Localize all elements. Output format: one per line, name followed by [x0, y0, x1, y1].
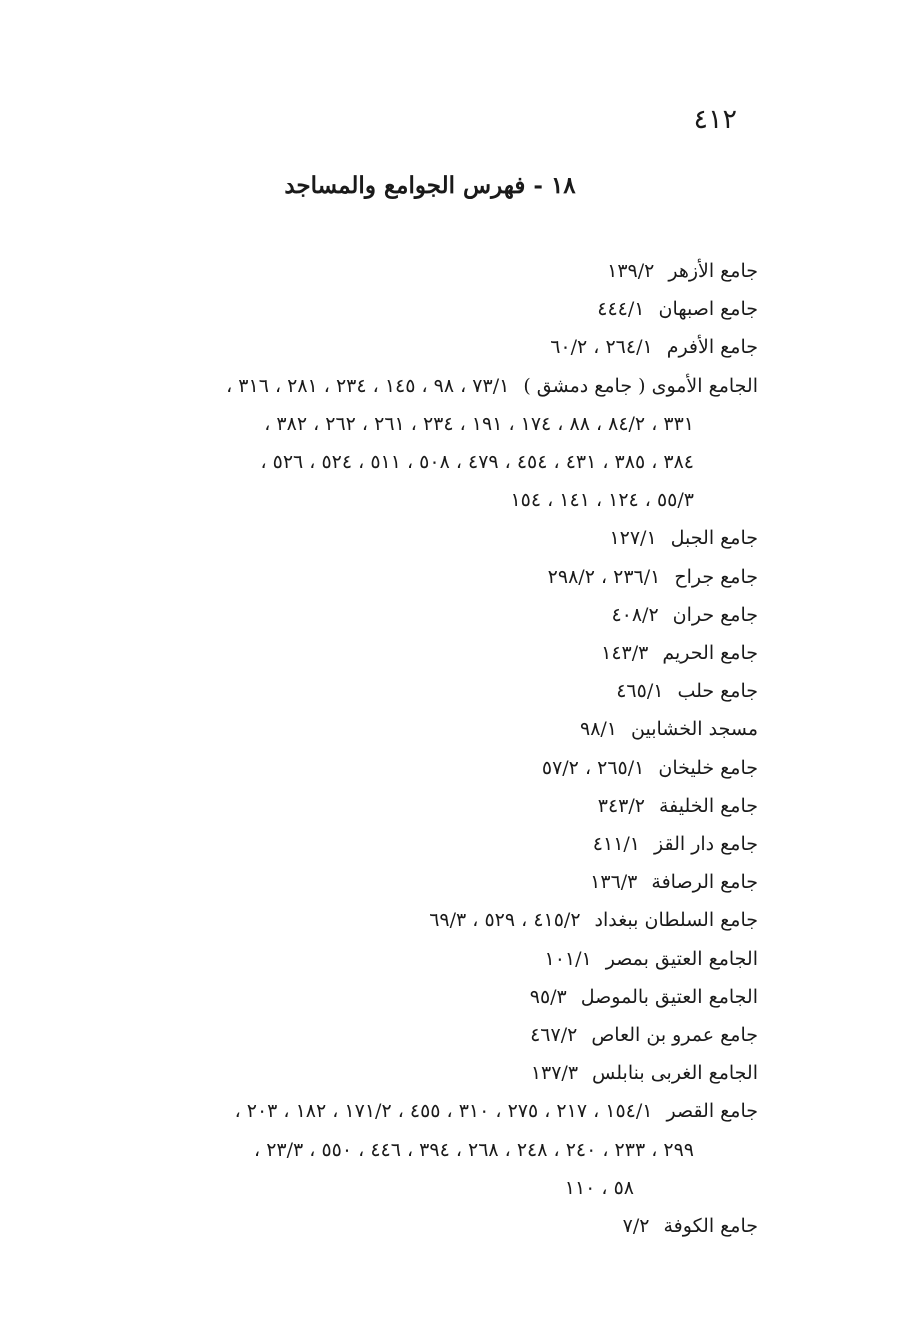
index-entry	[78, 863, 758, 901]
entry-name: جامع اصبهان	[658, 298, 758, 321]
entry-name: جامع السلطان ببغداد	[594, 909, 758, 932]
entry-page-refs: ٤١٥/٢ ، ٥٢٩ ، ٦٩/٣	[429, 909, 581, 932]
entry-name: جامع حلب	[677, 680, 758, 703]
entry-name: الجامع العتيق بمصر	[605, 947, 758, 970]
entry-page-refs: ٤٠٨/٢	[611, 603, 659, 626]
entry-page-refs: ٣٨٤ ، ٣٨٥ ، ٤٣١ ، ٤٥٤ ، ٤٧٩ ، ٥٠٨ ، ٥١١ ، ٥٢٤ ، ٥٢٦ ،	[260, 451, 694, 474]
entry-name: جامع الخليفة	[658, 794, 758, 817]
entry-page-refs: ٣٣١ ، ٨٤/٢ ، ٨٨ ، ١٧٤ ، ١٩١ ، ٢٣٤ ، ٢٦١ ، ٢٦٢ ، ٣٨٢ ،	[264, 412, 694, 435]
entry-page-refs: ٧/٢	[622, 1215, 650, 1238]
index-entry	[78, 634, 758, 672]
entry-page-refs: ١٥٤/١ ، ٢١٧ ، ٢٧٥ ، ٣١٠ ، ٤٥٥ ، ١٧١/٢ ، ١٨٢ ، ٢٠٣ ،	[234, 1100, 653, 1123]
entry-page-refs: ٢٣٦/١ ، ٢٩٨/٢	[547, 565, 661, 588]
entry-name: جامع خليخان	[658, 756, 758, 779]
index-entry	[78, 328, 758, 366]
index-entry-continuation	[78, 1169, 758, 1207]
index-entry-continuation	[78, 443, 758, 481]
entry-page-refs: ١٤٣/٣	[601, 642, 649, 665]
entry-name: مسجد الخشابين	[631, 718, 758, 741]
entry-name: جامع الكوفة	[663, 1215, 758, 1238]
entry-page-refs: ٢٦٥/١ ، ٥٧/٢	[541, 756, 645, 779]
entry-name: جامع الجبل	[670, 527, 758, 550]
entry-name: جامع الحريم	[662, 642, 758, 665]
index-entry	[78, 596, 758, 634]
entry-name: جامع الأزهر	[668, 260, 758, 282]
index-entry-continuation	[78, 1131, 758, 1169]
entry-page-refs: ١٣٧/٣	[530, 1062, 579, 1085]
entry-name: الجامع الغربى بنابلس	[592, 1062, 758, 1085]
index-entry	[78, 290, 758, 328]
index-entry	[78, 672, 758, 710]
index-entry	[78, 1054, 758, 1092]
entry-name: جامع الأفرم	[666, 336, 758, 359]
entry-page-refs: ٤٦٧/٢	[530, 1024, 578, 1047]
entry-page-refs: ٤١١/١	[592, 833, 641, 856]
index-entry	[78, 1207, 758, 1245]
index-entry	[78, 1016, 758, 1054]
entry-name: جامع الرصافة	[651, 871, 758, 894]
entry-page-refs: ٣٤٣/٢	[597, 794, 645, 817]
entry-name: جامع حران	[672, 603, 758, 626]
entry-page-refs: ٢٦٤/١ ، ٦٠/٢	[550, 336, 653, 359]
index-entry	[78, 710, 758, 748]
index-entry	[78, 787, 758, 825]
entry-page-refs: ٤٦٥/١	[616, 680, 664, 703]
entry-page-refs: ٥٥/٣ ، ١٢٤ ، ١٤١ ، ١٥٤	[510, 489, 694, 512]
entry-page-refs: ١٣٩/٢	[607, 260, 655, 282]
entry-page-refs: ١٠١/١	[544, 947, 592, 970]
page-number: ٤١٢	[693, 104, 737, 135]
entry-name: جامع دار القز	[654, 833, 758, 856]
index-entry	[78, 519, 758, 557]
entry-name: جامع القصر	[666, 1100, 758, 1123]
entry-page-refs: ٢٩٩ ، ٢٣٣ ، ٢٤٠ ، ٢٤٨ ، ٢٦٨ ، ٣٩٤ ، ٤٤٦ ، ٥٥٠ ، ٢٣/٣ ،	[254, 1138, 694, 1161]
entry-name: الجامع العتيق بالموصل	[580, 985, 758, 1008]
entry-page-refs: ٩٨/١	[580, 718, 618, 741]
index-entry	[78, 901, 758, 939]
index-entry	[78, 825, 758, 863]
index-entry	[78, 252, 758, 290]
index-entry	[78, 558, 758, 596]
entry-name: جامع جراح	[674, 565, 758, 588]
index-entry-continuation	[78, 481, 758, 519]
index-entry-continuation	[78, 405, 758, 443]
index-entry	[78, 367, 758, 405]
index-entry	[78, 978, 758, 1016]
index-entry	[78, 940, 758, 978]
entry-page-refs: ١٢٧/١	[609, 527, 657, 550]
entry-page-refs: ٥٨ ، ١١٠	[564, 1176, 634, 1199]
entry-page-refs: ١٣٦/٣	[590, 871, 638, 894]
entry-name: جامع عمرو بن العاص	[591, 1024, 758, 1047]
entry-page-refs: ٧٣/١ ، ٩٨ ، ١٤٥ ، ٢٣٤ ، ٢٨١ ، ٣١٦ ،	[226, 374, 510, 397]
index-entry	[78, 749, 758, 787]
section-title: ١٨ - فهرس الجوامع والمساجد	[284, 172, 576, 199]
index-entry	[78, 1092, 758, 1130]
entry-name: الجامع الأموى ( جامع دمشق )	[523, 374, 758, 397]
entry-page-refs: ٤٤٤/١	[597, 298, 645, 321]
entry-page-refs: ٩٥/٣	[529, 985, 567, 1008]
mosque-index-list	[78, 252, 758, 1245]
